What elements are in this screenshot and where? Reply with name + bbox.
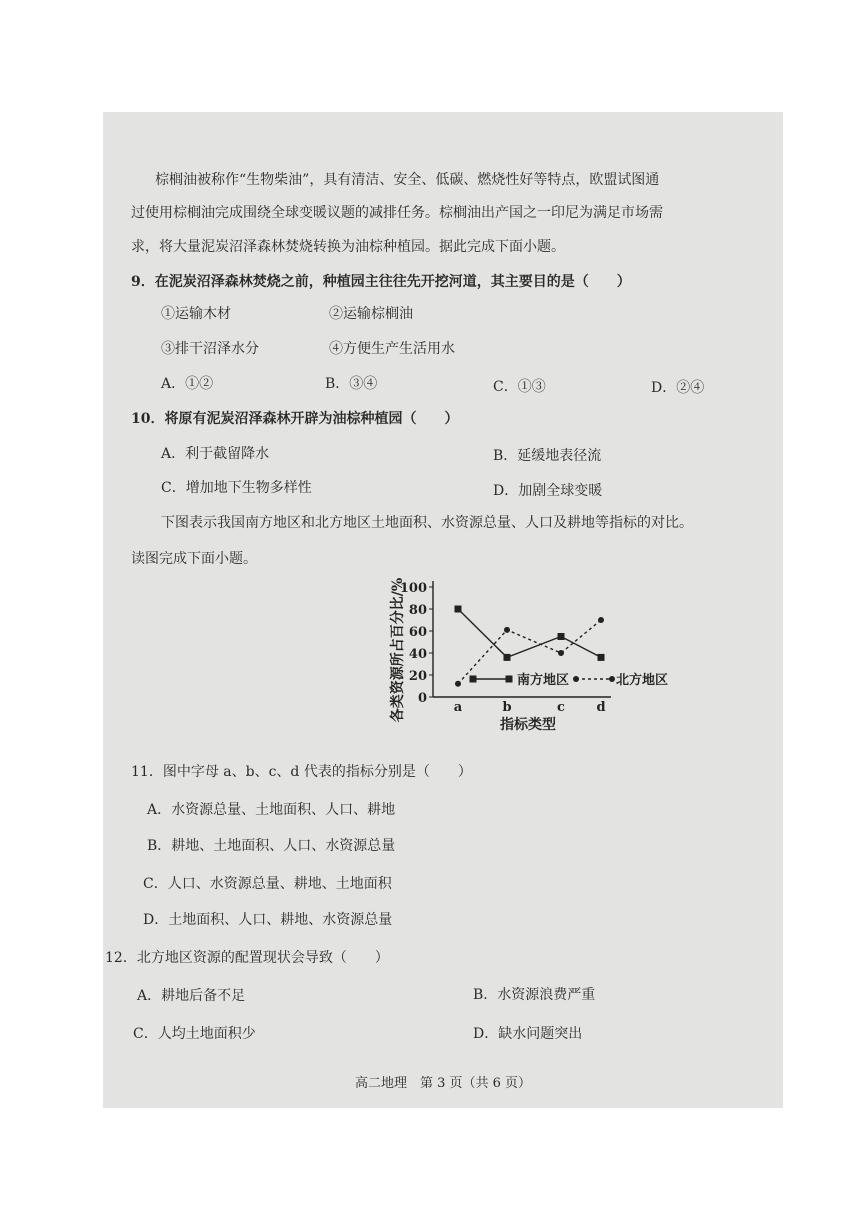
page-footer: 高二地理 第 3 页（共 6 页） xyxy=(354,1076,532,1091)
x-tick-label-b: b xyxy=(502,700,512,715)
question-10-stem: 10．将原有泥炭沼泽森林开辟为油棕种植园（ ） xyxy=(131,411,459,427)
x-tick-label-d: d xyxy=(596,700,606,715)
resource-comparison-chart xyxy=(298,572,669,752)
q10-option-a[interactable]: A．利于截留降水 xyxy=(161,446,270,462)
q9-item-3: ③排干沼泽水分 xyxy=(161,341,259,357)
intro2-line-2: 读图完成下面小题。 xyxy=(131,551,257,567)
q11-option-b[interactable]: B．耕地、土地面积、人口、水资源总量 xyxy=(147,838,396,854)
q9-option-b[interactable]: B．③④ xyxy=(325,376,378,392)
y-tick-label-80: 80 xyxy=(408,603,427,618)
legend-marker-1b xyxy=(506,676,513,683)
q9-option-d[interactable]: D．②④ xyxy=(651,380,705,396)
series-1-point-b xyxy=(504,654,511,661)
exam-page xyxy=(103,112,783,1108)
q10-option-d[interactable]: D．加剧全球变暖 xyxy=(493,483,603,499)
question-12-stem: 12．北方地区资源的配置现状会导致（ ） xyxy=(105,950,389,966)
legend-marker-1a xyxy=(470,676,477,683)
y-tick-label-100: 100 xyxy=(399,581,427,596)
question-11-stem: 11．图中字母 a、b、c、d 代表的指标分别是（ ） xyxy=(131,764,472,780)
series-2-point-a xyxy=(455,681,461,687)
y-tick-label-20: 20 xyxy=(408,669,427,684)
q12-option-c[interactable]: C．人均土地面积少 xyxy=(133,1026,256,1042)
legend-marker-2b xyxy=(609,676,615,682)
y-tick-label-0: 0 xyxy=(417,691,427,706)
q12-option-b[interactable]: B．水资源浪费严重 xyxy=(473,987,596,1003)
y-axis-label: 各类资源所占百分比/% xyxy=(390,577,406,723)
q11-option-c[interactable]: C．人口、水资源总量、耕地、土地面积 xyxy=(143,876,392,892)
intro-line-2: 过使用棕榈油完成围绕全球变暖议题的减排任务。棕榈油出产国之一印尼为满足市场需 xyxy=(131,205,663,221)
legend-label-1: 南方地区 xyxy=(517,673,570,688)
q12-option-a[interactable]: A．耕地后备不足 xyxy=(137,988,246,1004)
series-1-point-a xyxy=(455,606,462,613)
series-2-point-d xyxy=(598,617,604,623)
intro-line-1: 棕榈油被称作“生物柴油”，具有清洁、安全、低碳、燃烧性好等特点，欧盟试图通 xyxy=(155,172,660,188)
intro-line-3: 求，将大量泥炭沼泽森林焚烧转换为油棕种植园。据此完成下面小题。 xyxy=(131,239,565,255)
q9-option-a[interactable]: A．①② xyxy=(161,376,214,392)
q10-option-c[interactable]: C．增加地下生物多样性 xyxy=(161,480,312,496)
series-2-point-c xyxy=(558,650,564,656)
q10-option-b[interactable]: B．延缓地表径流 xyxy=(493,448,602,464)
q9-item-1: ①运输木材 xyxy=(161,306,231,322)
intro2-line-1: 下图表示我国南方地区和北方地区土地面积、水资源总量、人口及耕地等指标的对比。 xyxy=(161,515,693,531)
legend-label-2: 北方地区 xyxy=(616,673,669,688)
legend-marker-2a xyxy=(573,676,579,682)
series-line-1 xyxy=(458,609,601,657)
series-1-point-d xyxy=(598,654,605,661)
x-tick-label-a: a xyxy=(453,700,463,715)
series-1-point-c xyxy=(558,633,565,640)
q9-item-4: ④方便生产生活用水 xyxy=(329,341,455,357)
y-tick-label-60: 60 xyxy=(408,625,427,640)
x-axis-label: 指标类型 xyxy=(500,717,556,733)
question-9-stem: 9．在泥炭沼泽森林焚烧之前，种植园主往往先开挖河道，其主要目的是（ ） xyxy=(131,274,631,290)
q11-option-d[interactable]: D．土地面积、人口、耕地、水资源总量 xyxy=(143,912,393,928)
y-tick-label-40: 40 xyxy=(408,647,427,662)
q9-item-2: ②运输棕榈油 xyxy=(329,306,413,322)
x-tick-label-c: c xyxy=(557,700,565,715)
q9-option-c[interactable]: C．①③ xyxy=(493,379,546,395)
q12-option-d[interactable]: D．缺水问题突出 xyxy=(473,1026,583,1042)
q11-option-a[interactable]: A．水资源总量、土地面积、人口、耕地 xyxy=(147,802,396,818)
series-2-point-b xyxy=(504,627,510,633)
